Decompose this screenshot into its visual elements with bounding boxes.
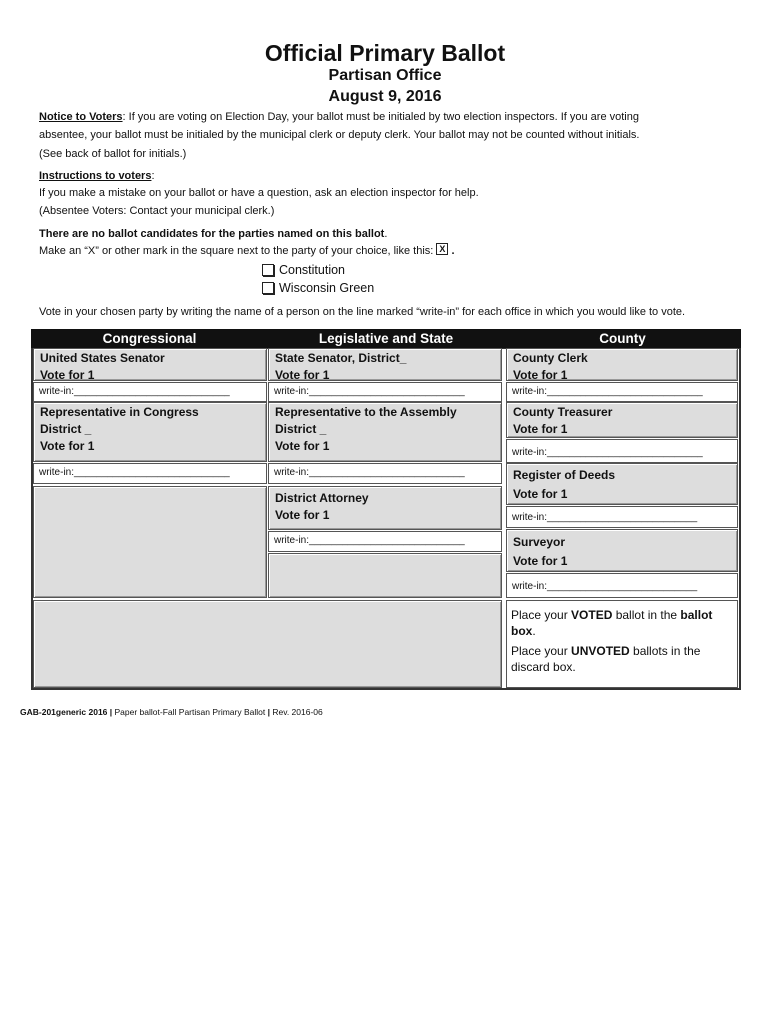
empty-cell <box>33 600 502 688</box>
mark-end: . <box>448 245 455 257</box>
checkbox-icon[interactable] <box>262 264 274 276</box>
instructions-colon: : <box>151 170 155 182</box>
column-header-legislative: Legislative and State <box>268 329 504 348</box>
ballot-subtitle: Partisan Office <box>328 67 442 84</box>
writein-surveyor[interactable]: write-in:___________________________ <box>506 573 738 598</box>
party-label: Wisconsin Green <box>279 281 375 295</box>
column-header-county: County <box>504 329 741 348</box>
empty-cell <box>33 486 267 598</box>
vote-for: Vote for 1 <box>275 508 330 522</box>
office-title: Register of Deeds <box>513 468 616 482</box>
office-district-attorney <box>268 486 502 530</box>
notice-label: Notice to Voters <box>39 111 123 123</box>
office-surveyor <box>506 529 738 572</box>
office-us-senator <box>33 348 267 381</box>
instructions-line-2: (Absentee Voters: Contact your municipal clerk.) <box>39 205 275 217</box>
office-title: State Senator, District_ <box>275 351 407 365</box>
office-title: Surveyor <box>513 535 566 549</box>
office-title: County Clerk <box>513 351 588 365</box>
office-rep-congress <box>33 402 267 462</box>
office-rep-assembly <box>268 402 502 462</box>
mark-instruction-text: Make an “X” or other mark in the square next to the party of your choice, like this: <box>39 245 437 257</box>
notice-line-3: (See back of ballot for initials.) <box>39 148 187 160</box>
checked-box-icon: X <box>436 243 448 255</box>
party-label: Constitution <box>279 263 346 277</box>
office-title: Representative to the Assembly <box>275 405 457 419</box>
notice-text-1: : If you are voting on Election Day, your ballot must be initialed by two election inspectors. If you are voting <box>122 111 639 123</box>
ballot-date: August 9, 2016 <box>328 88 442 105</box>
party-option-wisconsin-green[interactable] <box>262 281 374 295</box>
vote-for: Vote for 1 <box>275 439 330 453</box>
writein-district-attorney[interactable]: write-in:____________________________ <box>268 531 502 552</box>
instructions-label: Instructions to voters <box>39 170 152 182</box>
form-description: Paper ballot-Fall Partisan Primary Ballot <box>112 707 266 717</box>
instructions-heading <box>39 167 155 185</box>
office-county-treasurer <box>506 402 738 438</box>
no-candidates-bold: There are no ballot candidates for the parties named on this ballot <box>39 228 385 240</box>
vote-for: Vote for 1 <box>513 554 568 568</box>
writein-county-treasurer[interactable]: write-in:____________________________ <box>506 439 738 463</box>
district: District _ <box>275 422 327 436</box>
office-state-senator <box>268 348 502 381</box>
mark-instruction <box>39 242 455 260</box>
office-title: County Treasurer <box>513 405 613 419</box>
form-footer <box>20 707 323 717</box>
office-title: United States Senator <box>40 351 165 365</box>
office-title: Representative in Congress <box>40 405 199 419</box>
vote-instruction: Vote in your chosen party by writing the name of a person on the line marked “write-in” for each office in which you would like to vote. <box>39 306 686 318</box>
voted-note: Place your VOTED ballot in the ballot box. <box>511 608 713 638</box>
form-code: GAB-201generic 2016 | <box>20 707 113 717</box>
empty-cell <box>268 553 502 598</box>
no-candidates-line <box>39 225 387 243</box>
column-header-congressional: Congressional <box>31 329 268 348</box>
writein-county-clerk[interactable]: write-in:____________________________ <box>506 382 738 402</box>
ballot-box-note <box>506 600 738 688</box>
no-candidates-period: . <box>384 228 388 240</box>
footer-separator: | <box>265 707 270 717</box>
writein-register-deeds[interactable]: write-in:___________________________ <box>506 506 738 528</box>
notice-line-1 <box>39 108 639 126</box>
notice-line-2: absentee, your ballot must be initialed by the municipal clerk or deputy clerk. Your ballot may not be counted without initials. <box>39 129 640 141</box>
form-revision: Rev. 2016-06 <box>269 707 323 717</box>
office-county-clerk <box>506 348 738 381</box>
vote-for: Vote for 1 <box>40 439 95 453</box>
checkbox-icon[interactable] <box>262 282 274 294</box>
office-title: District Attorney <box>275 491 369 505</box>
vote-for: Vote for 1 <box>40 368 95 382</box>
writein-rep-assembly[interactable]: write-in:____________________________ <box>268 463 502 484</box>
instructions-line-1: If you make a mistake on your ballot or have a question, ask an election inspector for help. <box>39 187 479 199</box>
vote-for: Vote for 1 <box>513 422 568 436</box>
office-register-deeds <box>506 463 738 505</box>
vote-for: Vote for 1 <box>513 368 568 382</box>
vote-for: Vote for 1 <box>275 368 330 382</box>
ballot-title: Official Primary Ballot <box>264 40 506 66</box>
writein-state-senator[interactable]: write-in:____________________________ <box>268 382 502 402</box>
writein-rep-congress[interactable]: write-in:____________________________ <box>33 463 267 484</box>
writein-us-senator[interactable]: write-in:____________________________ <box>33 382 267 402</box>
unvoted-note: Place your UNVOTED ballots in the discard box. <box>511 644 701 674</box>
party-option-constitution[interactable] <box>262 263 345 277</box>
vote-for: Vote for 1 <box>513 487 568 501</box>
district: District _ <box>40 422 92 436</box>
